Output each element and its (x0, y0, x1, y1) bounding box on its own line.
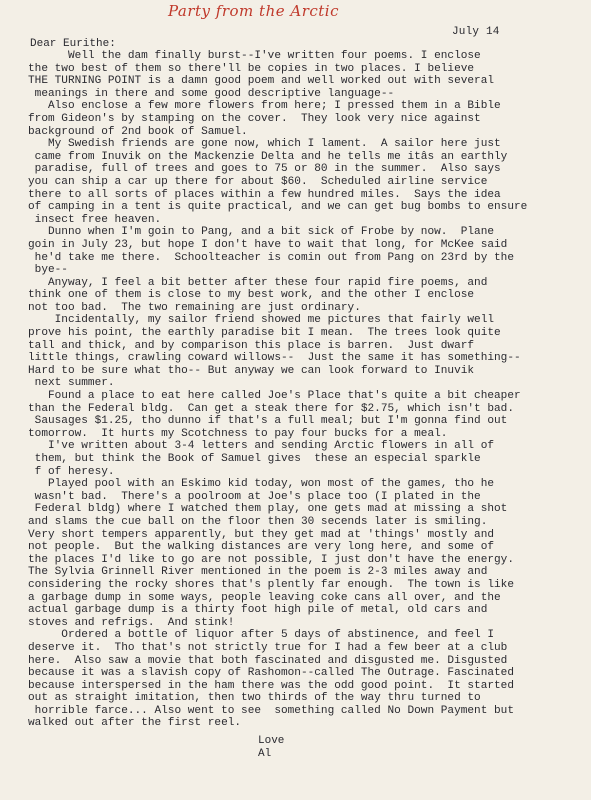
letter-line: prove his point, the earthly paradise bit I mean. The trees look quite (28, 327, 501, 340)
letter-line: than the Federal bldg. Can get a steak there for $2.75, which isn't bad. (28, 402, 514, 415)
letter-line: little things, crawling coward willows-- Just the same it has something-- (28, 352, 521, 365)
letter-line: tomorrow. It hurts my Scotchness to pay four bucks for a meal. (28, 427, 448, 440)
letter-line: Ordered a bottle of liquor after 5 days of abstinence, and feel I (28, 629, 495, 642)
letter-line: Hard to be sure what tho-- But anyway we can look forward to Inuvik (28, 364, 475, 377)
letter-line: actual garbage dump is a thirty foot high pile of metal, old cars and (28, 604, 488, 617)
letter-line: from Gideon's by stamping on the cover. They look very nice against (28, 112, 481, 125)
letter-line: THE TURNING POINT is a damn good poem and well worked out with several (28, 75, 495, 88)
letter-line: stoves and refrigs. And stink! (28, 616, 235, 629)
letter-line: meanings in there and some good descriptive language-- (28, 87, 395, 100)
letter-line: came from Inuvik on the Mackenzie Delta and he tells me itâs an earthly (28, 150, 508, 163)
letter-line: of camping in a tent is quite practical, and we can get bug bombs to ensure (28, 201, 528, 214)
letter-line: background of 2nd book of Samuel. (28, 125, 248, 138)
letter-body (28, 50, 590, 730)
letter-line: the two best of them so there'll be copies in two places. I believe (28, 62, 475, 75)
letter-line: horrible farce... Also went to see something called No Down Payment but (28, 704, 514, 717)
closing: Love (258, 735, 285, 747)
letter-line: insect free heaven. (28, 213, 162, 226)
letter-line: The Sylvia Grinnell River mentioned in the poem is 2-3 miles away and (28, 566, 488, 579)
letter-line: tall and thick, and by comparison this place is barren. Just dwarf (28, 339, 475, 352)
letter-line: he'd take me there. Schoolteacher is comin out from Pang on 23rd by the (28, 251, 514, 264)
letter-line: Incidentally, my sailor friend showed me pictures that fairly well (28, 314, 495, 327)
letter-line: Dunno when I'm goin to Pang, and a bit sick of Frobe by now. Plane (28, 226, 495, 239)
letter-line: Federal bldg) where I watched them play, one gets mad at missing a shot (28, 503, 508, 516)
letter-line: f of heresy. (28, 465, 115, 478)
letter-line: paradise, full of trees and goes to 75 or 80 in the summer. Also says (28, 163, 501, 176)
letter-line: think one of them is close to my best work, and the other I enclose (28, 289, 475, 302)
letter-line: next summer. (28, 377, 115, 390)
letter-line: Found a place to eat here called Joe's Place that's quite a bit cheaper (28, 390, 521, 403)
letter-line: out as straight imitation, then two thirds of the way thru turned to (28, 692, 481, 705)
letter-line: the places I'd like to go are not possible, I just don't have the energy. (28, 553, 514, 566)
letter-date: July 14 (452, 26, 500, 38)
letter-line: because it was a slavish copy of Rashomon--called The Outrage. Fascinated (28, 667, 514, 680)
letter-line: here. Also saw a movie that both fascinated and disgusted me. Disgusted (28, 654, 508, 667)
letter-line: Also enclose a few more flowers from here; I pressed them in a Bible (28, 100, 501, 113)
letter-line: My Swedish friends are gone now, which I lament. A sailor here just (28, 138, 501, 151)
letter-line: and slams the cue ball on the floor then 30 secends later is smiling. (28, 515, 488, 528)
handwritten-header-note: Party from the Arctic (168, 2, 340, 20)
letter-line: Sausages $1.25, tho dunno if that's a full meal; but I'm gonna find out (28, 415, 508, 428)
letter-line: a garbage dump in some ways, people leaving coke cans all over, and the (28, 591, 501, 604)
letter-line: walked out after the first reel. (28, 717, 242, 730)
letter-line: Anyway, I feel a bit better after these four rapid fire poems, and (28, 276, 488, 289)
letter-line: deserve it. Tho that's not strictly true for I had a few beer at a club (28, 641, 508, 654)
letter-line: bye-- (28, 264, 68, 277)
salutation: Dear Eurithe: (30, 38, 116, 50)
letter-line: goin in July 23, but hope I don't have to wait that long, for McKee said (28, 238, 508, 251)
letter-line: there to all sorts of places within a few hundred miles. Says the idea (28, 188, 501, 201)
letter-line: I've written about 3-4 letters and sending Arctic flowers in all of (28, 440, 495, 453)
letter-line: wasn't bad. There's a poolroom at Joe's place too (I plated in the (28, 490, 481, 503)
letter-line: not too bad. The two remaining are just ordinary. (28, 301, 361, 314)
signature: Al (258, 748, 272, 760)
letter-line: Played pool with an Eskimo kid today, won most of the games, tho he (28, 478, 495, 491)
letter-line: them, but think the Book of Samuel gives these an especial sparkle (28, 453, 481, 465)
letter-line: you can ship a car up there for about $60. Scheduled airline service (28, 175, 488, 188)
letter-line: Very short tempers apparently, but they get mad at 'things' mostly and (28, 528, 495, 541)
letter-line: Well the dam finally burst--I've written four poems. I enclose (28, 50, 481, 62)
letter-line: not people. But the walking distances are very long here, and some of (28, 541, 495, 554)
letter-line: considering the rocky shores that's plently far enough. The town is like (28, 578, 514, 591)
letter-line: because interspersed in the ham there was the odd good point. It started (28, 679, 514, 692)
